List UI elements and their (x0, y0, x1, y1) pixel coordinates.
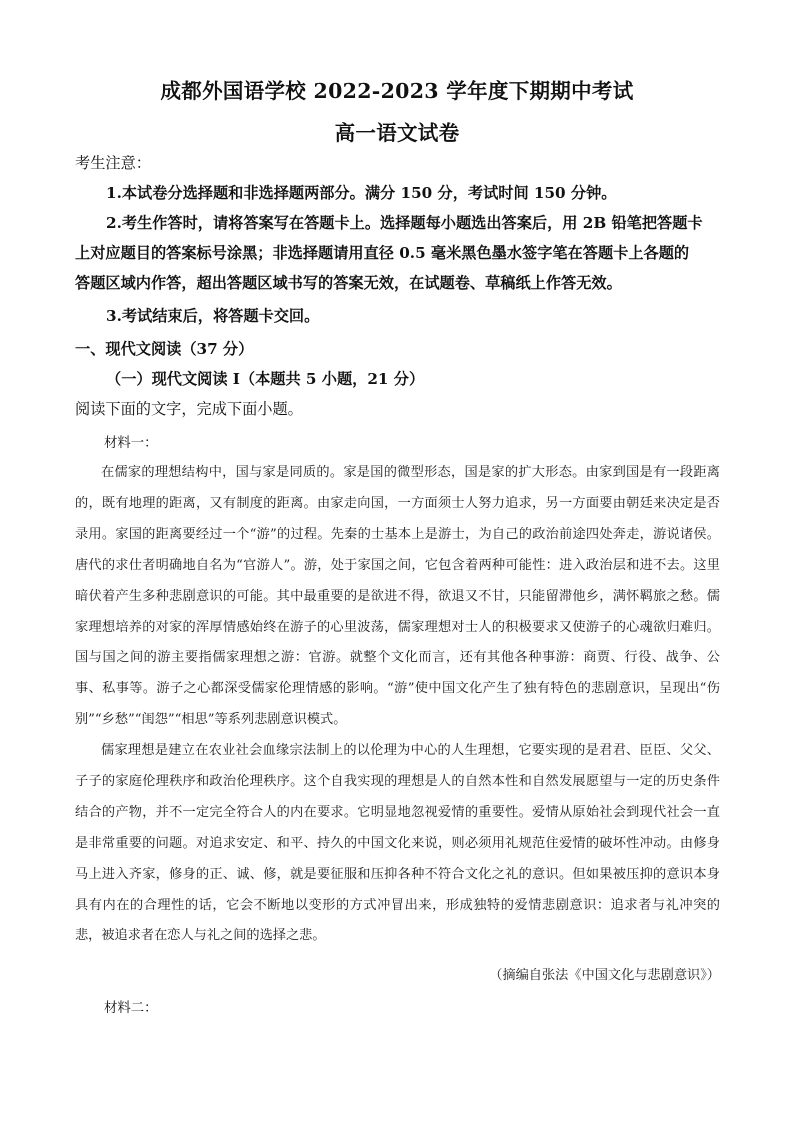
notice-item-3: 3.考试结束后，将答题卡交回。 (106, 307, 320, 325)
notice-heading: 考生注意： (75, 154, 151, 172)
reading-instruction: 阅读下面的文字，完成下面小题。 (75, 400, 303, 418)
material-1-paragraph-2: 儒家理想是建立在农业社会血缘宗法制上的以伦理为中心的人生理想，它要实现的是君君、臣臣、父父、子子的家庭伦理秩序和政治伦理秩序。这个自我实现的理想是人的自然本性和自然发展愿望与一定的历史条件结合的产物，并不一定完全符合人的内在要求。它明显地忽视爱情的重要性。爱情从原始社会到现代社会一直是非常重要的问题。对追求安定、和平、持久的中国文化来说，则必须用礼规范住爱情的破坏性冲动。由修身马上进入齐家，修身的正、诚、修，就是要征服和压抑各种不符合文化之礼的意识。但如果被压抑的意识本身具有内在的合理性的话，它会不断地以变形的方式冲冒出来，形成独特的爱情悲剧意识：追求者与礼冲突的悲，被追求者在恋人与礼之间的选择之悲。 (75, 743, 720, 944)
material-2-label: 材料二： (104, 1001, 158, 1016)
notice-item-1: 1.本试卷分选择题和非选择题两部分。满分 150 分，考试时间 150 分钟。 (106, 184, 617, 202)
subsection-heading: （一）现代文阅读 I（本题共 5 小题，21 分） (106, 370, 425, 388)
material-1-label: 材料一： (104, 436, 158, 451)
material-1-source: （摘编自张法《中国文化与悲剧意识》） (489, 968, 720, 983)
notice-item-2-line-1: 2.考生作答时，请将答案写在答题卡上。选择题每小题选出答案后，用 2B 铅笔把答题卡 (106, 214, 703, 232)
notice-item-2-line-3: 答题区域内作答，超出答题区域书写的答案无效，在试题卷、草稿纸上作答无效。 (75, 274, 622, 292)
exam-title: 成都外国语学校 2022-2023 学年度下期期中考试 (160, 79, 634, 103)
material-1-paragraph-1: 在儒家的理想结构中，国与家是同质的。家是国的微型形态，国是家的扩大形态。由家到国是有一段距离的，既有地理的距离，又有制度的距离。由家走向国，一方面须士人努力追求，另一方面要由朝廷来决定是否录用。家国的距离要经过一个“游”的过程。先秦的士基本上是游士，为自己的政治前途四处奔走，游说诸侯。唐代的求仕者明确地自名为“官游人”。游，处于家国之间，它包含着两种可能性：进入政治层和进不去。这里暗伏着产生多种悲剧意识的可能。其中最重要的是欲进不得，欲退又不甘，只能留滞他乡，满怀羁旅之愁。儒家理想培养的对家的浑厚情感始终在游子的心里波荡，儒家理想对士人的积极要求又使游子的心魂欲归难归。国与国之间的游主要指儒家理想之游：官游。就整个文化而言，还有其他各种事游：商贾、行役、战争、公事、私事等。游子之心都深受儒家伦理情感的影响。“游”使中国文化产生了独有特色的悲剧意识，呈现出“伤别”“乡愁”“闺怨”“相思”等系列悲剧意识模式。 (75, 465, 720, 728)
exam-subtitle: 高一语文试卷 (334, 121, 460, 145)
notice-item-2-line-2: 上对应题目的答案标号涂黑；非选择题请用直径 0.5 毫米黑色墨水签字笔在答题卡上各题的 (75, 244, 690, 262)
section-heading: 一、现代文阅读（37 分） (75, 340, 254, 358)
